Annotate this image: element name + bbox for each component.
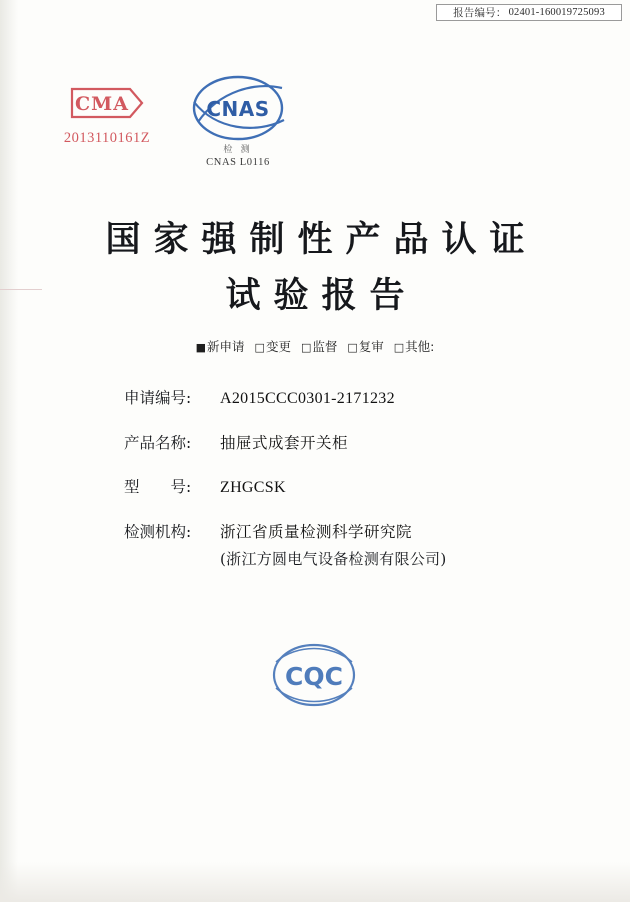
report-number-label: 报告编号： bbox=[453, 8, 507, 19]
cma-code: 2013110161Z bbox=[63, 130, 151, 146]
field-test-organization bbox=[124, 522, 544, 542]
svg-text:CNAS: CNAS bbox=[206, 97, 270, 121]
field-application-number bbox=[124, 388, 544, 409]
cma-mark-block bbox=[42, 86, 172, 147]
checkbox-glyph-change[interactable]: □ bbox=[254, 341, 265, 354]
checkbox-label-change: 变更 bbox=[265, 339, 291, 354]
cqc-logo-icon bbox=[266, 638, 362, 712]
checkbox-glyph-new[interactable]: ■ bbox=[195, 341, 207, 354]
checkbox-option-new[interactable] bbox=[196, 339, 245, 354]
checkbox-label-other: 其他: bbox=[405, 339, 435, 354]
field-value-product-name: 抽屉式成套开关柜 bbox=[220, 434, 349, 452]
cnas-mark-block bbox=[178, 72, 298, 168]
application-type-row bbox=[0, 337, 630, 355]
report-number-box bbox=[436, 4, 622, 21]
cnas-code: CNAS L0116 bbox=[206, 157, 270, 168]
checkbox-label-new: 新申请 bbox=[207, 339, 245, 354]
document-subtitle: 试验报告 bbox=[225, 275, 418, 316]
field-label-product-name: 产品名称: bbox=[124, 434, 192, 452]
checkbox-option-review[interactable] bbox=[347, 339, 383, 354]
scan-edge-shadow-bottom bbox=[0, 862, 630, 902]
checkbox-option-other[interactable] bbox=[394, 339, 435, 354]
field-label-test-organization: 检测机构: bbox=[124, 523, 192, 541]
field-value-test-organization-secondary: (浙江方圆电气设备检测有限公司) bbox=[220, 550, 447, 568]
svg-text:CQC: CQC bbox=[285, 662, 343, 691]
field-label-application-number: 申请编号: bbox=[124, 389, 192, 407]
checkbox-glyph-review[interactable]: □ bbox=[347, 341, 358, 354]
checkbox-label-supervision: 监督 bbox=[312, 339, 338, 354]
field-value-application-number: A2015CCC0301-2171232 bbox=[220, 390, 395, 407]
checkbox-label-review: 复审 bbox=[358, 339, 384, 354]
scan-edge-shadow-left bbox=[0, 0, 18, 902]
svg-text:CMA: CMA bbox=[75, 93, 129, 115]
field-product-name bbox=[124, 433, 544, 453]
checkbox-glyph-other[interactable]: □ bbox=[393, 341, 405, 354]
checkbox-option-supervision[interactable] bbox=[301, 339, 337, 354]
field-model bbox=[124, 477, 544, 498]
report-number-value: 02401-160019725093 bbox=[508, 7, 605, 18]
cnas-subtitle: 检 测 bbox=[223, 144, 253, 154]
field-value-test-organization: 浙江省质量检测科学研究院 bbox=[220, 523, 413, 541]
checkbox-glyph-supervision[interactable]: □ bbox=[300, 341, 312, 354]
cma-logo-icon bbox=[68, 86, 146, 120]
cnas-logo-icon bbox=[186, 72, 290, 148]
field-value-model: ZHGCSK bbox=[220, 479, 286, 496]
field-label-model: 型 号: bbox=[124, 478, 192, 496]
field-list bbox=[124, 388, 544, 589]
checkbox-option-change[interactable] bbox=[255, 339, 291, 354]
document-title: 国家强制性产品认证 bbox=[105, 219, 538, 260]
